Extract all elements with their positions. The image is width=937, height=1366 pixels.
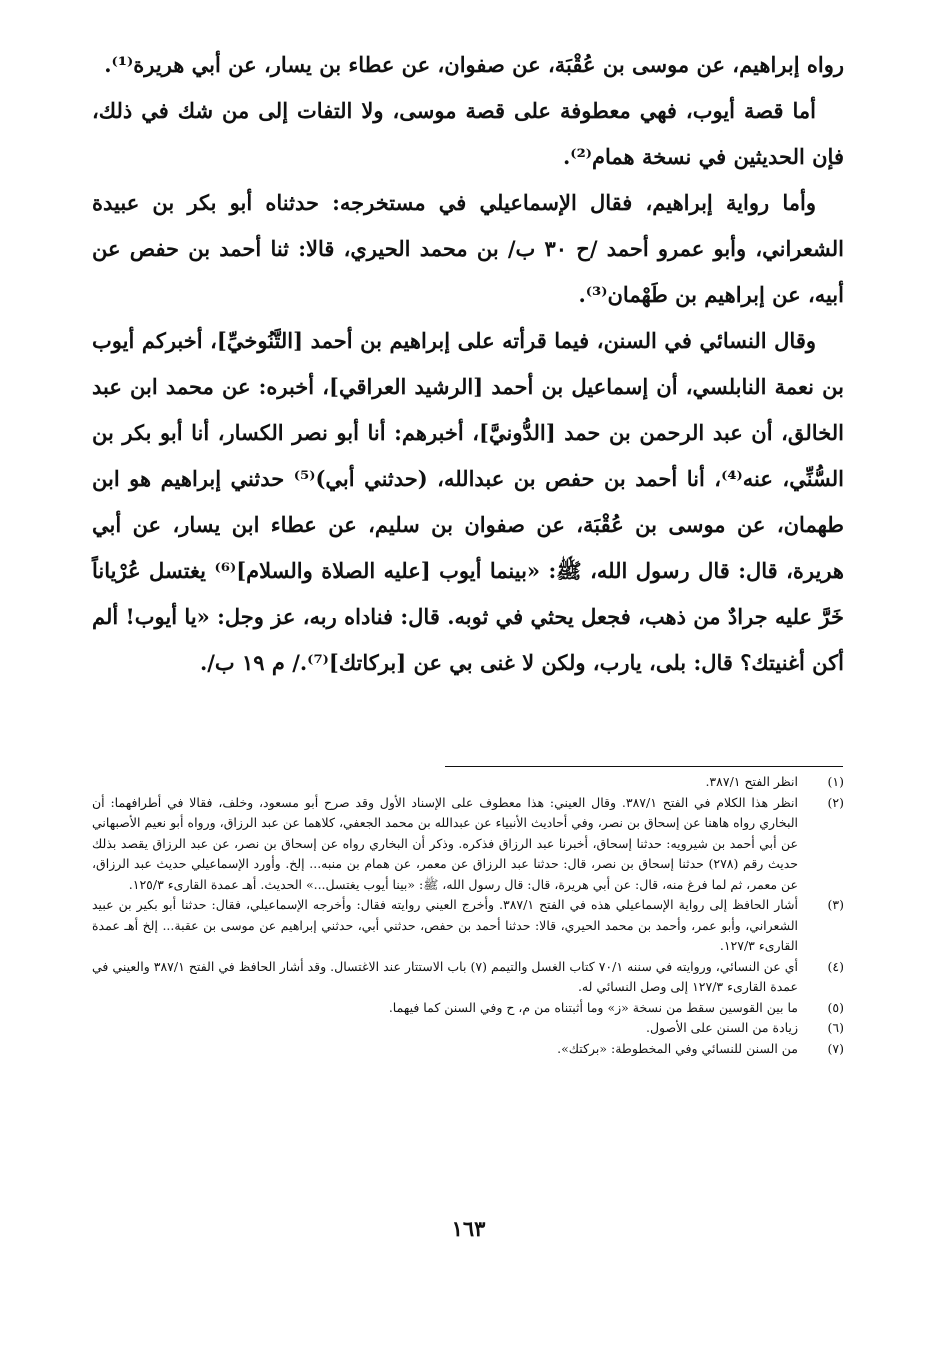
- footnote-separator: [445, 766, 843, 767]
- footnote-text: ما بين القوسين سقط من نسخة «ز» وما أثبتناه من م، ح وفي السنن كما فيهما.: [388, 999, 798, 1015]
- footnote-text: انظر هذا الكلام في الفتح ٣٨٧/١. وقال العيني: هذا معطوف على الإسناد الأول وقد صرح أبو مسعود، وخلف، فقالا في أطرافهما: أن البخاري رواه هاهنا عن إسحاق بن نصر، وفي أحاديث الأنبياء عن عبدالله بن محمد الجعفي، كلاهما عن عبد الرزاق، ورواه أبو نعيم الأصبهاني عن أبي أحمد بن شيرويه: حدثنا إسحاق، أخبرنا عبد الرزاق فذكره. وذكر أن البخاري رواه عن إسحاق بن نصر، عن عبد الرزاق يقصد بذلك حديث رقم (٢٧٨) حدثنا إسحاق بن نصر، قال: حدثنا عبد الرزاق عن معمر، عن همام بن منبه... إلخ. وأورد الإسماعيلي حديث عبد الرزاق، عن معمر، ثم لما فرغ منه، قال: عن أبي هريرة، قال: قال رسول الله، ﷺ: «بينا أيوب يغتسل...» الحديث. أهـ عمدة القارىء ١٢٥/٣.: [92, 794, 798, 892]
- paragraph-4: وقال النسائي في السنن، فيما قرأته على إبراهيم بن أحمد [التَّنُوخيِّ]، أخبركم أيوب بن نعمة النابلسي، أن إسماعيل بن أحمد [الرشيد العراقي]، أخبره: عن محمد ابن عبد الخالق، أن عبد الرحمن بن حمد [الدُّونيَّ]، أخبرهم: أنا أبو نصر الكسار، أنا أبو بكر بن السُّنِّي، عنه⁽⁴⁾، أنا أحمد بن حفص بن عبدالله، (حدثني أبي)⁽⁵⁾ حدثني إبراهيم هو ابن طهمان، عن موسى بن عُقْبَة، عن صفوان بن سليم، عن عطاء ابن يسار، عن أبي هريرة، قال: قال رسول الله، ﷺ: «بينما أيوب [عليه الصلاة والسلام]⁽⁶⁾ يغتسل عُرْياناً خَرَّ عليه جرادٌ من ذهب، فجعل يحثي في ثوبه. قال: فناداه ربه، عز وجل: «يا أيوب! ألم أكن أغنيتك؟ قال: بلى، يارب، ولكن لا غنى بي عن [بركاتك]⁽⁷⁾./ م ١٩ ب/.: [92, 328, 845, 675]
- footnote-text: من السنن للنسائي وفي المخطوطة: «بركتك».: [557, 1040, 798, 1056]
- footnotes: [92, 772, 844, 1059]
- paragraph-1: رواه إبراهيم، عن موسى بن عُقْبَة، عن صفوان، عن عطاء بن يسار، عن أبي هريرة⁽¹⁾.: [104, 52, 844, 77]
- paragraph-3: وأما رواية إبراهيم، فقال الإسماعيلي في مستخرجه: حدثناه أبو بكر بن عبيدة الشعراني، وأبو عمرو أحمد /ح ٣٠ ب/ بن محمد الحيري، قالا: ثنا أحمد بن حفص عن أبيه، عن إبراهيم بن طَهْمان⁽³⁾.: [92, 190, 844, 307]
- footnote: [92, 793, 844, 896]
- footnote-number: (٧): [827, 1040, 844, 1056]
- footnote: [92, 1039, 844, 1060]
- page-number: ١٦٣: [451, 1216, 486, 1241]
- paragraph-2: أما قصة أيوب، فهي معطوفة على قصة موسى، ولا التفات إلى من شك في ذلك، فإن الحديثين في نسخة همام⁽²⁾.: [92, 98, 844, 169]
- footnote-text: انظر الفتح ٣٨٧/١.: [705, 774, 798, 789]
- footnote: [92, 772, 844, 793]
- footnote-number: (٢): [827, 794, 844, 810]
- footnote-number: (٣): [827, 897, 844, 912]
- footnote: [92, 957, 844, 998]
- main-text: [92, 42, 844, 686]
- footnote-text: أي عن النسائي، وروايته في سننه ٧٠/١ كتاب الغسل والتيمم (٧) باب الاستتار عند الاغتسال. وقد أشار الحافظ في الفتح ٣٨٧/١ والعيني في عمدة القارىء ١٢٧/٣ إلى وصل النسائي له.: [92, 958, 798, 994]
- footnote-text: أشار الحافظ إلى رواية الإسماعيلي هذه في الفتح ٣٨٧/١. وأخرج العيني روايته فقال: وأخرجه الإسماعيلي، فقال: حدثنا أبو بكير بن عبيد الشعراني، وأبو عمر، وأحمد بن محمد الحيري، قالا: حدثنا أحمد بن حفص، حدثني أبي، حدثني إبراهيم عن موسى بن عقبة... إلخ أهـ عمدة القارىء ١٢٧/٣.: [92, 897, 798, 953]
- footnote: [92, 895, 844, 957]
- footnote: [92, 998, 844, 1019]
- footnote-text: زيادة من السنن على الأصول.: [645, 1020, 798, 1035]
- footnote: [92, 1018, 844, 1039]
- footnote-number: (٤): [827, 958, 844, 974]
- footnote-number: (٥): [827, 999, 844, 1015]
- footnote-number: (١): [827, 774, 844, 789]
- footnote-number: (٦): [827, 1020, 844, 1035]
